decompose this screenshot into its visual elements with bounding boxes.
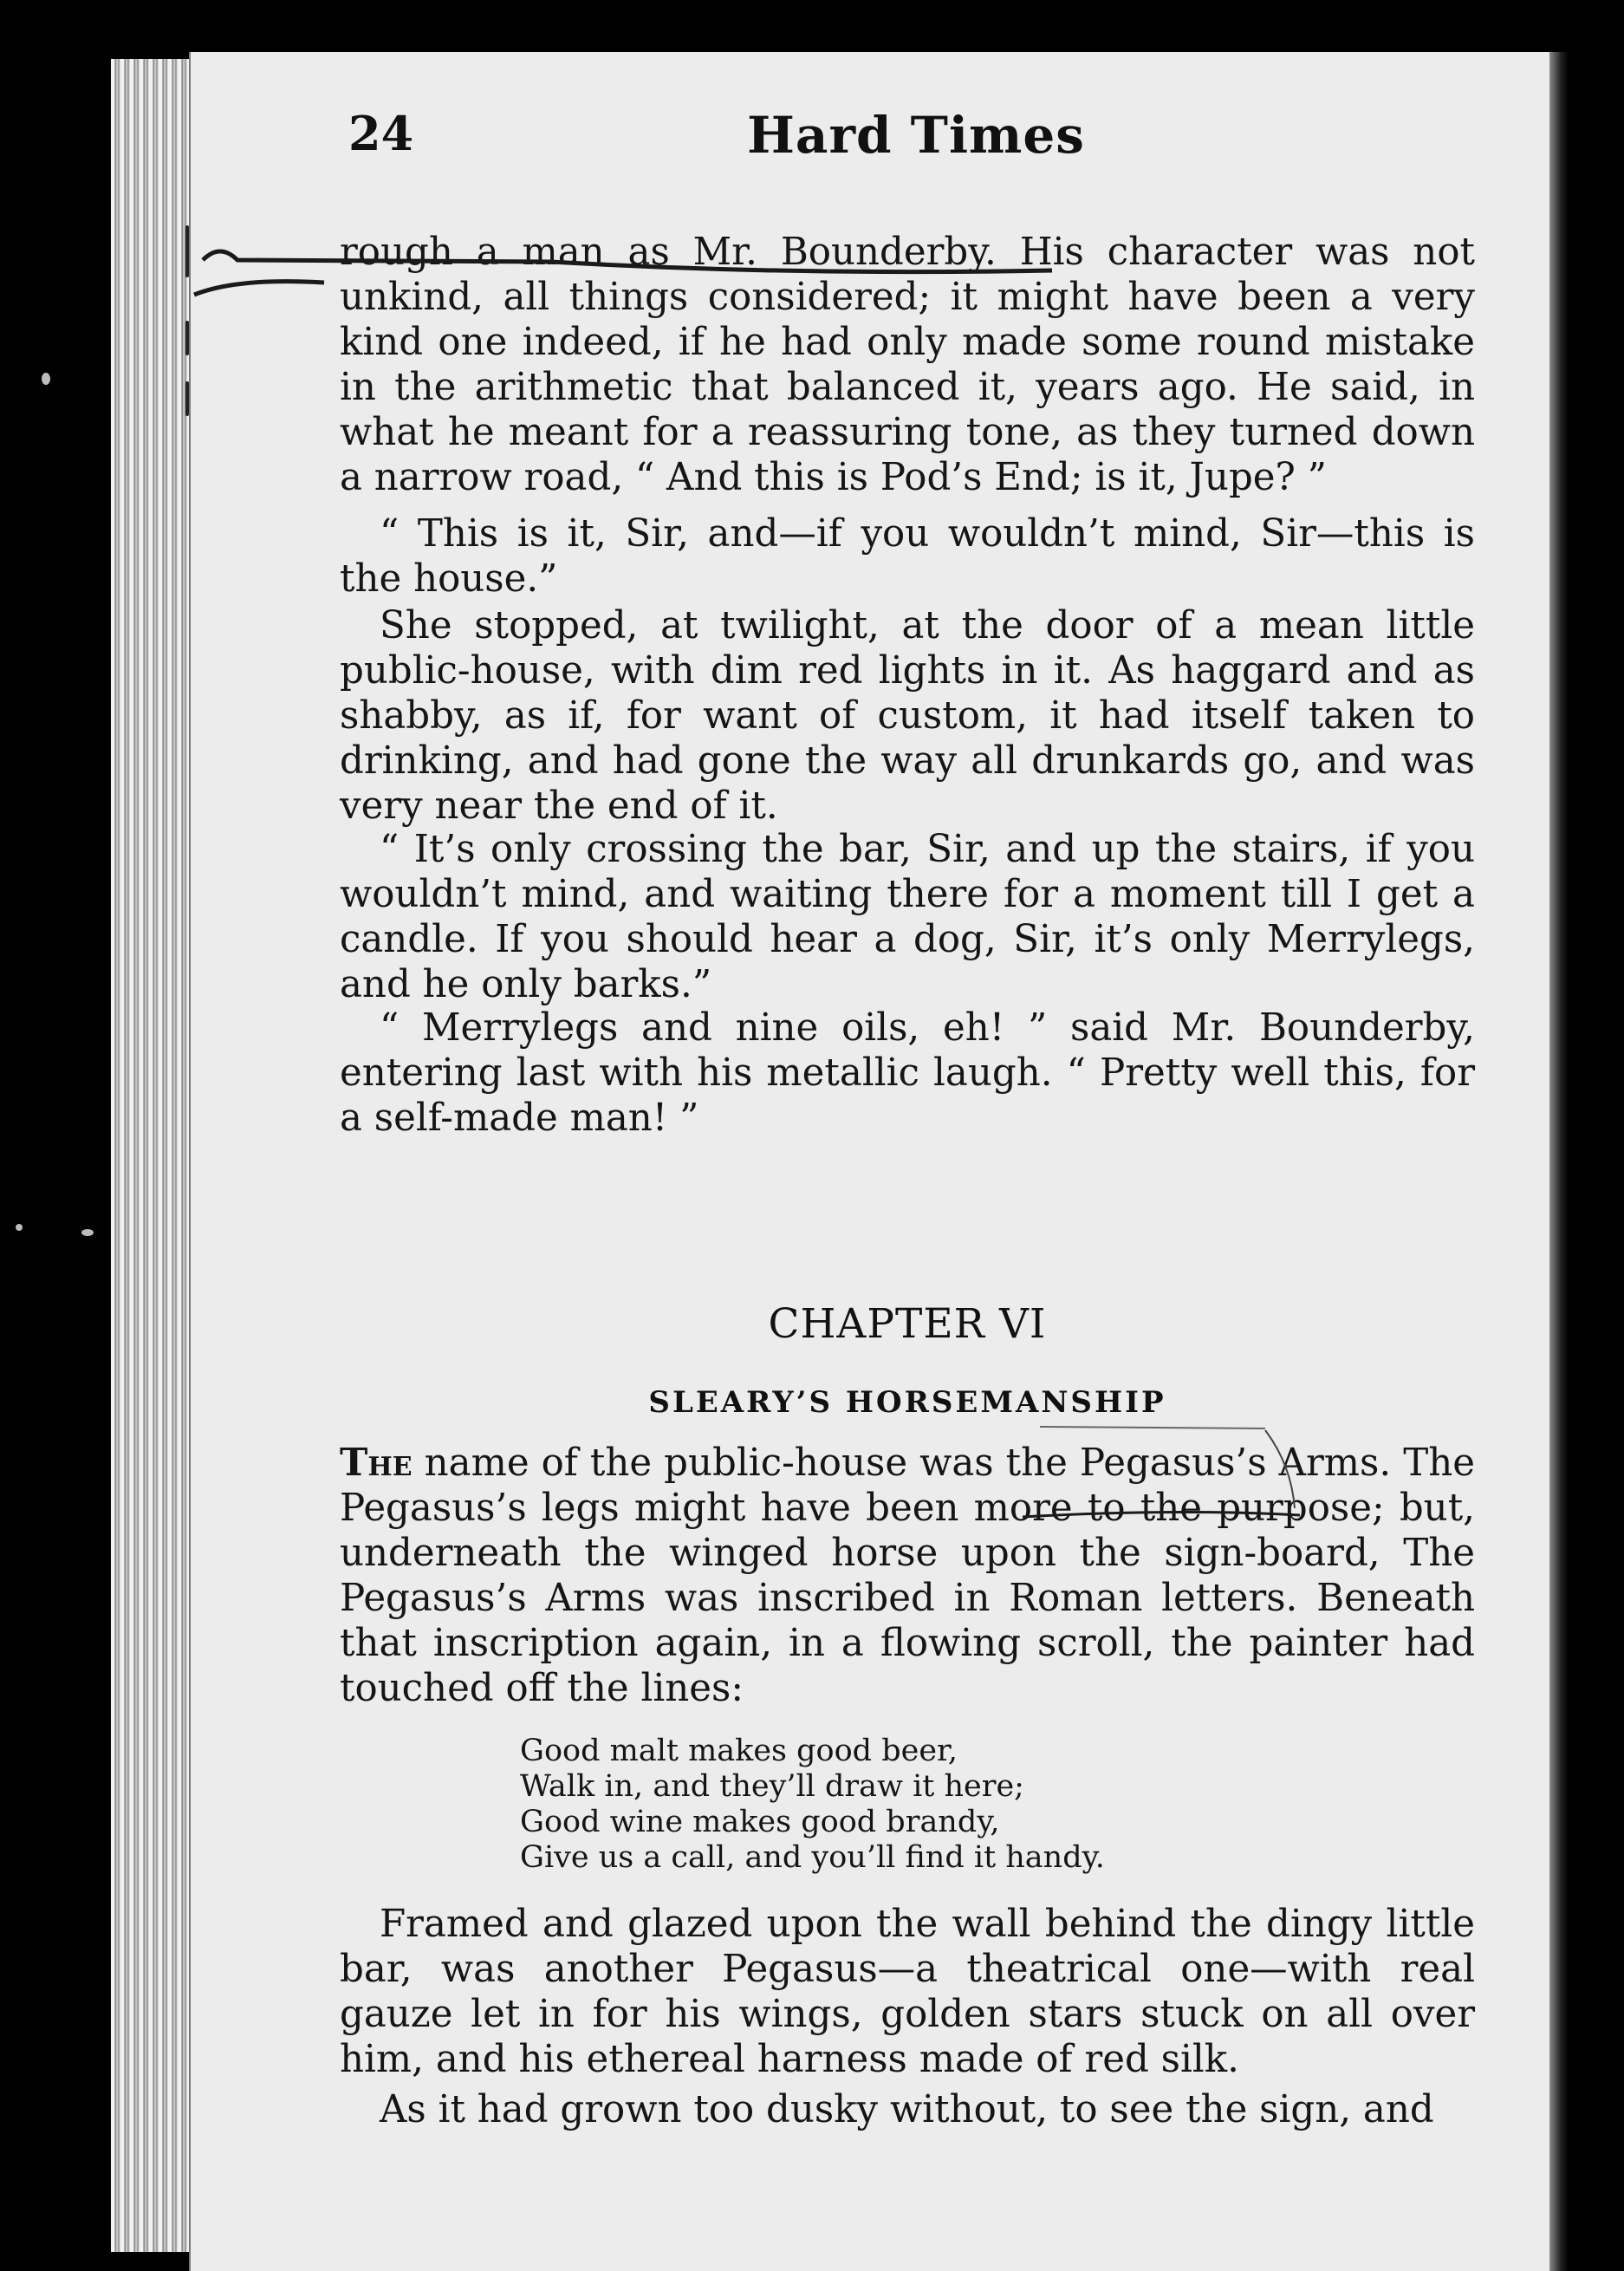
opening-small-caps: The xyxy=(340,1441,412,1485)
paragraph: Framed and glazed upon the wall behind the dingy little bar, was another Pegasus—a theatrical one—with real gauze let in for his wings, golden stars stuck on all over him, and his ethereal harness made of red silk. xyxy=(340,1903,1475,2081)
verse-inscription xyxy=(520,1734,1213,1876)
paragraph: “ Merrylegs and nine oils, eh! ” said Mr. Bounderby, entering last with his metallic laugh. “ Pretty well this, for a self-made man! ” xyxy=(340,1006,1475,1140)
page-header xyxy=(348,106,1484,184)
paragraph: She stopped, at twilight, at the door of a mean little public-house, with dim red lights in it. As haggard and as shabby, as if, for want of custom, it had itself taken to drinking, and had gone the way all drunkards go, and was very near the end of it. xyxy=(340,604,1475,828)
chapter-opening-paragraph xyxy=(340,1441,1475,1711)
paragraph: “ It’s only crossing the bar, Sir, and up the stairs, if you wouldn’t mind, and waiting there for a moment till I get a candle. If you should hear a dog, Sir, it’s only Merrylegs, and he only barks.” xyxy=(340,828,1475,1006)
verse-line: Good malt makes good beer, xyxy=(520,1734,958,1768)
chapter-title: CHAPTER VI xyxy=(768,1300,1047,1348)
verse-line: Walk in, and they’ll draw it here; xyxy=(520,1769,1024,1804)
scan-border xyxy=(1569,0,1624,2271)
page-number: 24 xyxy=(348,106,414,161)
paragraph: rough a man as Mr. Bounderby. His character was not unkind, all things considered; it might have been a very kind one indeed, if he had only made some round mistake in the arithmetic that balanced it, years ago. He said, in what he meant for a reassuring tone, as they turned down a narrow road, “ And this is Pod’s End; is it, Jupe? ” xyxy=(340,231,1475,499)
chapter-subtitle: SLEARY’S HORSEMANSHIP xyxy=(648,1385,1166,1420)
scan-speck xyxy=(81,1229,94,1236)
book-page xyxy=(189,52,1551,2271)
scan-speck xyxy=(42,373,50,385)
page-edges xyxy=(111,59,199,2252)
running-title: Hard Times xyxy=(747,106,1085,165)
book-gutter xyxy=(1549,52,1569,2271)
verse-line: Give us a call, and you’ll find it handy. xyxy=(520,1840,1105,1875)
opening-text: name of the public-house was the Pegasus’s Arms. The Pegasus’s legs might have been more to the purpose; but, underneath the winged horse upon the sign-board, The Pegasus’s Arms was inscribed in Roman letters. Beneath that inscription again, in a flowing scroll, the painter had touched off the lines: xyxy=(340,1441,1475,1710)
paragraph: As it had grown too dusky without, to see the sign, and xyxy=(380,2088,1434,2131)
verse-line: Good wine makes good brandy, xyxy=(520,1805,1000,1839)
scan-speck xyxy=(16,1224,23,1231)
paragraph: “ This is it, Sir, and—if you wouldn’t mind, Sir—this is the house.” xyxy=(340,512,1475,601)
